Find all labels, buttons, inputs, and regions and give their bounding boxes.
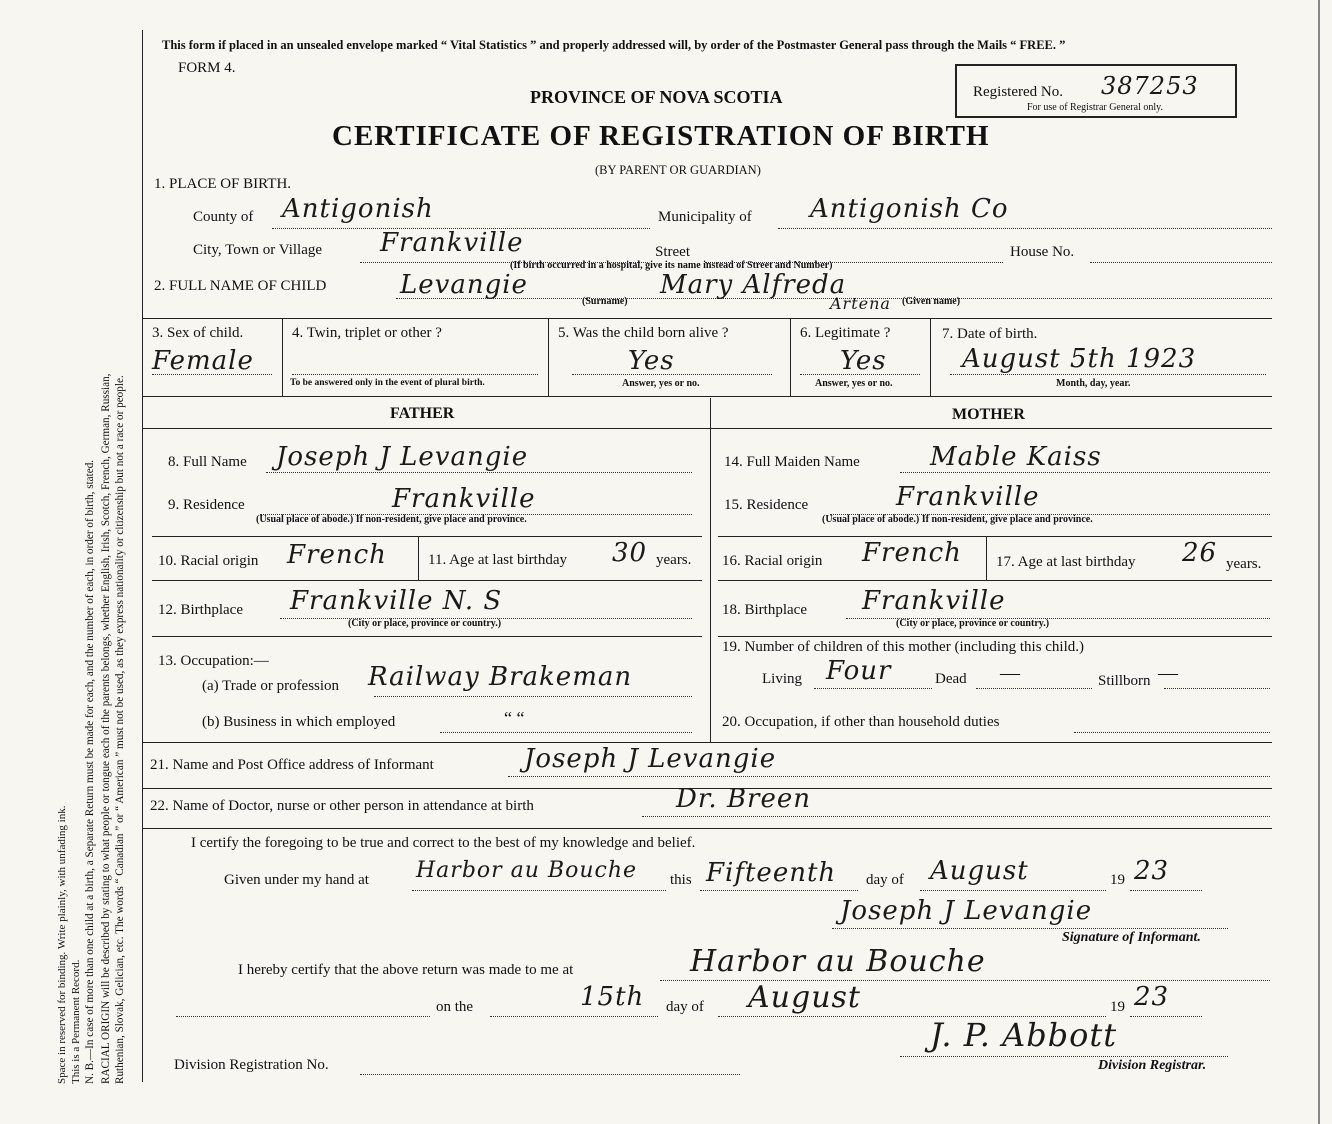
row3-div2 — [548, 318, 549, 396]
mother-dead-label: Dead — [935, 671, 967, 687]
margin-note-1: Space in reserved for binding. Write plainly, with unfading ink. — [56, 805, 68, 1084]
informant-signature: Joseph J Levangie — [840, 896, 1093, 926]
mother-rule-3 — [718, 636, 1272, 637]
mother-name-label: 14. Full Maiden Name — [724, 454, 860, 470]
alive-line — [572, 374, 772, 375]
return-label: I hereby certify that the above return was made to me at — [238, 962, 574, 978]
registrar-signature-line — [900, 1056, 1228, 1057]
father-age-label: 11. Age at last birthday — [428, 552, 567, 568]
month-line — [920, 890, 1106, 891]
municipality-label: Municipality of — [658, 209, 752, 225]
parents-heading-rule — [142, 428, 1272, 429]
mother-children-label: 19. Number of children of this mother (including this child.) — [722, 639, 1085, 655]
given-note: (Given name) — [902, 296, 961, 307]
dob-value: August 5th 1923 — [962, 344, 1197, 374]
mother-birthplace-note: (City or place, province or country.) — [896, 618, 1050, 629]
mother-race-age-div — [986, 536, 987, 580]
father-race-label: 10. Racial origin — [158, 553, 259, 569]
informant-label: 21. Name and Post Office address of Informant — [150, 757, 434, 773]
registered-box — [955, 64, 1237, 118]
alive-value: Yes — [628, 346, 675, 376]
division-registration-line — [360, 1074, 740, 1075]
doctor-line — [642, 816, 1270, 817]
mother-race-label: 16. Racial origin — [722, 553, 823, 569]
sex-label: 3. Sex of child. — [152, 325, 244, 341]
row3-div4 — [930, 318, 931, 396]
form-number: FORM 4. — [178, 60, 236, 76]
given-under-label: Given under my hand at — [224, 872, 369, 888]
year-suffix: 23 — [1134, 856, 1170, 886]
given-place-line — [412, 890, 666, 891]
certificate-subtitle: (BY PARENT OR GUARDIAN) — [595, 163, 761, 177]
father-name-label: 8. Full Name — [168, 454, 247, 470]
year2-suffix: 23 — [1134, 982, 1170, 1012]
father-occupation-label: 13. Occupation:— — [158, 653, 269, 669]
this-label: this — [670, 872, 692, 888]
informant-value: Joseph J Levangie — [524, 744, 777, 774]
on-day-value: 15th — [580, 982, 645, 1012]
father-name-line — [266, 472, 692, 473]
mother-occupation-line — [1074, 732, 1270, 733]
postal-notice: This form if placed in an unsealed envelope marked “ Vital Statistics ” and properly addressed will, by order of the Postmaster General pass through the Mails “ FREE. ” — [162, 38, 1066, 52]
return-place-value: Harbor au Bouche — [690, 944, 986, 979]
mother-years: years. — [1226, 556, 1262, 572]
certificate-title: CERTIFICATE OF REGISTRATION OF BIRTH — [332, 120, 990, 152]
parents-divider — [710, 398, 711, 742]
city-label: City, Town or Village — [193, 242, 323, 258]
mother-race-value: French — [862, 538, 962, 568]
margin-note-nb: N. B.—In case of more than one child at a birth, a Separate Return must be made for each, and the number of each, in order of birth, stated. — [84, 459, 96, 1084]
mother-age-label: 17. Age at last birthday — [996, 554, 1136, 570]
sex-value: Female — [152, 346, 254, 376]
parents-bottom-rule — [142, 742, 1272, 743]
father-business-value: “ “ — [504, 708, 525, 728]
margin-note-racial-2: Ruthenian, Slovak, Gelician, etc. The words “ Canadian ” or “ American ” must not be used, as they express nationality or citizenship but not a race or people. — [114, 375, 126, 1084]
father-birthplace-note: (City or place, province or country.) — [348, 618, 502, 629]
mother-stillborn-value: — — [1158, 662, 1178, 684]
legitimate-value: Yes — [840, 346, 887, 376]
house-label: House No. — [1010, 244, 1075, 260]
registered-note: For use of Registrar General only. — [1027, 102, 1163, 113]
informant-signature-line — [832, 928, 1228, 929]
legitimate-line — [800, 374, 920, 375]
county-value: Antigonish — [282, 194, 434, 224]
on-day-line — [490, 1016, 658, 1017]
mother-stillborn-label: Stillborn — [1098, 673, 1151, 689]
mother-rule-1 — [718, 536, 1272, 537]
alive-label: 5. Was the child born alive ? — [558, 325, 729, 341]
father-years: years. — [656, 552, 692, 568]
county-label: County of — [193, 209, 254, 225]
signature-of-informant-label: Signature of Informant. — [1062, 930, 1201, 945]
province-heading: PROVINCE OF NOVA SCOTIA — [530, 87, 783, 107]
mother-occupation-label: 20. Occupation, if other than household duties — [722, 714, 1000, 730]
father-rule-2 — [152, 580, 702, 581]
surname-note: (Surname) — [582, 296, 628, 307]
father-name-value: Joseph J Levangie — [276, 442, 529, 472]
hospital-note: (If birth occurred in a hospital, give its name instead of Street and Number) — [510, 260, 833, 271]
day-word-line — [700, 890, 858, 891]
doctor-label: 22. Name of Doctor, nurse or other person in attendance at birth — [150, 798, 534, 814]
twin-note: To be answered only in the event of plural birth. — [290, 378, 485, 388]
day-of-label: day of — [866, 872, 904, 888]
child-given-name: Mary Alfreda — [660, 270, 847, 300]
on-month-value: August — [748, 980, 861, 1015]
certify-statement: I certify the foregoing to be true and correct to the best of my knowledge and belief. — [191, 835, 696, 851]
informant-line — [508, 776, 1270, 777]
child-name-label: 2. FULL NAME OF CHILD — [154, 278, 327, 294]
municipality-line — [778, 228, 1272, 229]
mother-birthplace-value: Frankville — [862, 586, 1006, 616]
father-birthplace-value: Frankville N. S — [290, 586, 503, 616]
row3-top — [142, 318, 1272, 319]
father-age-value: 30 — [612, 538, 648, 568]
dob-label: 7. Date of birth. — [942, 326, 1038, 342]
year-prefix: 19 — [1110, 872, 1125, 888]
father-trade-label: (a) Trade or profession — [202, 678, 340, 694]
father-residence-note: (Usual place of abode.) If non-resident, give place and province. — [256, 514, 527, 525]
father-heading: FATHER — [390, 405, 455, 422]
legitimate-note: Answer, yes or no. — [815, 378, 893, 389]
mother-birthplace-label: 18. Birthplace — [722, 602, 807, 618]
father-trade-value: Railway Brakeman — [368, 662, 633, 692]
place-of-birth-label: 1. PLACE OF BIRTH. — [154, 176, 292, 192]
mother-dead-line — [976, 688, 1092, 689]
registrar-signature: J. P. Abbott — [930, 1016, 1118, 1054]
father-rule-1 — [152, 536, 702, 537]
doctor-value: Dr. Breen — [676, 784, 812, 814]
child-given-alt: Artena — [830, 294, 891, 313]
mother-residence-label: 15. Residence — [724, 497, 809, 513]
year2-line — [1130, 1016, 1202, 1017]
mother-living-label: Living — [762, 671, 802, 687]
twin-label: 4. Twin, triplet or other ? — [292, 325, 442, 341]
on-the-leading-line — [176, 1016, 430, 1017]
street-label: Street — [655, 244, 690, 260]
mother-dead-value: — — [1000, 662, 1020, 684]
doctor-rule — [142, 828, 1272, 829]
father-residence-label: 9. Residence — [168, 497, 245, 513]
father-business-line — [440, 732, 692, 733]
father-rule-3 — [152, 636, 702, 637]
father-race-age-div — [418, 536, 419, 580]
father-business-label: (b) Business in which employed — [202, 714, 396, 730]
father-trade-line — [374, 696, 692, 697]
mother-residence-value: Frankville — [896, 482, 1040, 512]
sex-line — [152, 374, 272, 375]
twin-line — [292, 374, 538, 375]
row3-div1 — [282, 318, 283, 396]
row3-div3 — [790, 318, 791, 396]
city-value: Frankville — [380, 228, 524, 258]
mother-living-value: Four — [826, 656, 892, 686]
margin-note-racial: RACIAL ORIGIN will be described by stating to what people or tongue each of the parents belongs, whether English, Irish, Scotch, French, German, Russian, — [100, 373, 112, 1084]
day-word-value: Fifteenth — [706, 858, 837, 888]
mother-rule-2 — [718, 580, 1272, 581]
mother-residence-note: (Usual place of abode.) If non-resident, give place and province. — [822, 514, 1093, 525]
on-the-label: on the — [436, 999, 474, 1015]
registered-number: 387253 — [1101, 72, 1199, 100]
father-birthplace-label: 12. Birthplace — [158, 602, 243, 618]
alive-note: Answer, yes or no. — [622, 378, 700, 389]
father-race-value: French — [287, 540, 387, 570]
frame-left — [142, 30, 143, 1082]
division-registrar-label: Division Registrar. — [1098, 1058, 1207, 1073]
municipality-value: Antigonish Co — [810, 194, 1009, 224]
legitimate-label: 6. Legitimate ? — [800, 325, 891, 341]
right-edge — [1318, 0, 1320, 1124]
division-registration-label: Division Registration No. — [174, 1057, 329, 1073]
margin-note-permanent: This is a Permanent Record. — [70, 959, 82, 1084]
year-line — [1130, 890, 1202, 891]
mother-stillborn-line — [1164, 688, 1270, 689]
house-line — [1090, 262, 1272, 263]
mother-age-value: 26 — [1182, 538, 1218, 568]
month-value: August — [930, 856, 1029, 886]
mother-living-line — [814, 688, 932, 689]
row3-bottom — [142, 396, 1272, 397]
mother-heading: MOTHER — [952, 406, 1025, 423]
registered-label: Registered No. — [973, 84, 1063, 100]
dob-note: Month, day, year. — [1056, 378, 1131, 389]
child-surname: Levangie — [400, 270, 528, 300]
day-of-label-2: day of — [666, 999, 704, 1015]
given-place-value: Harbor au Bouche — [416, 858, 638, 883]
dob-line — [950, 374, 1266, 375]
mother-name-line — [900, 472, 1270, 473]
year2-prefix: 19 — [1110, 999, 1125, 1015]
father-residence-value: Frankville — [392, 484, 536, 514]
mother-name-value: Mable Kaiss — [930, 442, 1102, 472]
